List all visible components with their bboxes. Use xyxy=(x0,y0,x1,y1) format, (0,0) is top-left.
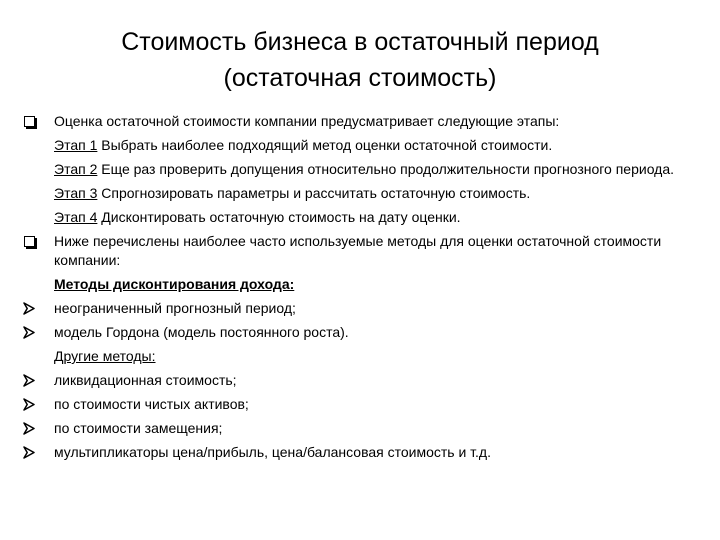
stage-1 xyxy=(22,136,712,155)
list-item-text: ликвидационная стоимость; xyxy=(54,372,237,388)
intro-text: Оценка остаточной стоимости компании предусматривает следующие этапы: xyxy=(54,113,560,129)
title-line-2: (остаточная стоимость) xyxy=(223,64,497,92)
arrow-bullet-icon xyxy=(22,300,36,316)
income-method-1 xyxy=(22,299,712,318)
other-heading-text: Другие методы: xyxy=(54,348,156,364)
other-method-2 xyxy=(22,395,712,414)
stage-text: Спрогнозировать параметры и рассчитать остаточную стоимость. xyxy=(97,185,531,201)
other-method-1 xyxy=(22,371,712,390)
arrow-bullet-icon xyxy=(22,324,36,340)
title-line-1: Стоимость бизнеса в остаточный период xyxy=(121,28,599,56)
checkbox-bullet-icon xyxy=(22,233,36,249)
bullet-methods-intro xyxy=(22,232,712,270)
arrow-bullet-icon xyxy=(22,372,36,388)
income-method-2 xyxy=(22,323,712,342)
list-item-text: неограниченный прогнозный период; xyxy=(54,300,296,316)
stage-label: Этап 4 xyxy=(54,209,98,225)
slide-content xyxy=(22,112,712,467)
income-heading-text: Методы дисконтирования дохода: xyxy=(54,276,295,292)
arrow-bullet-icon xyxy=(22,396,36,412)
stage-label: Этап 1 xyxy=(54,137,98,153)
stage-text: Еще раз проверить допущения относительно продолжительности прогнозного периода. xyxy=(97,161,675,177)
stage-4 xyxy=(22,208,712,227)
checkbox-bullet-icon xyxy=(22,113,36,129)
methods-intro-text: Ниже перечислены наиболее часто используемые методы для оценки остаточной стоимости компании: xyxy=(54,233,662,268)
stage-2 xyxy=(22,160,712,179)
other-method-4 xyxy=(22,443,712,462)
list-item-text: по стоимости чистых активов; xyxy=(54,396,249,412)
list-item-text: по стоимости замещения; xyxy=(54,420,223,436)
stage-label: Этап 3 xyxy=(54,185,98,201)
list-item-text: модель Гордона (модель постоянного роста). xyxy=(54,324,349,340)
other-method-3 xyxy=(22,419,712,438)
arrow-bullet-icon xyxy=(22,420,36,436)
income-methods-heading xyxy=(22,275,712,294)
stage-3 xyxy=(22,184,712,203)
list-item-text: мультипликаторы цена/прибыль, цена/балансовая стоимость и т.д. xyxy=(54,444,491,460)
stage-text: Дисконтировать остаточную стоимость на дату оценки. xyxy=(97,209,461,225)
stage-text: Выбрать наиболее подходящий метод оценки остаточной стоимости. xyxy=(97,137,553,153)
slide-title xyxy=(60,24,660,96)
arrow-bullet-icon xyxy=(22,444,36,460)
stage-label: Этап 2 xyxy=(54,161,98,177)
bullet-intro xyxy=(22,112,712,131)
other-methods-heading xyxy=(22,347,712,366)
